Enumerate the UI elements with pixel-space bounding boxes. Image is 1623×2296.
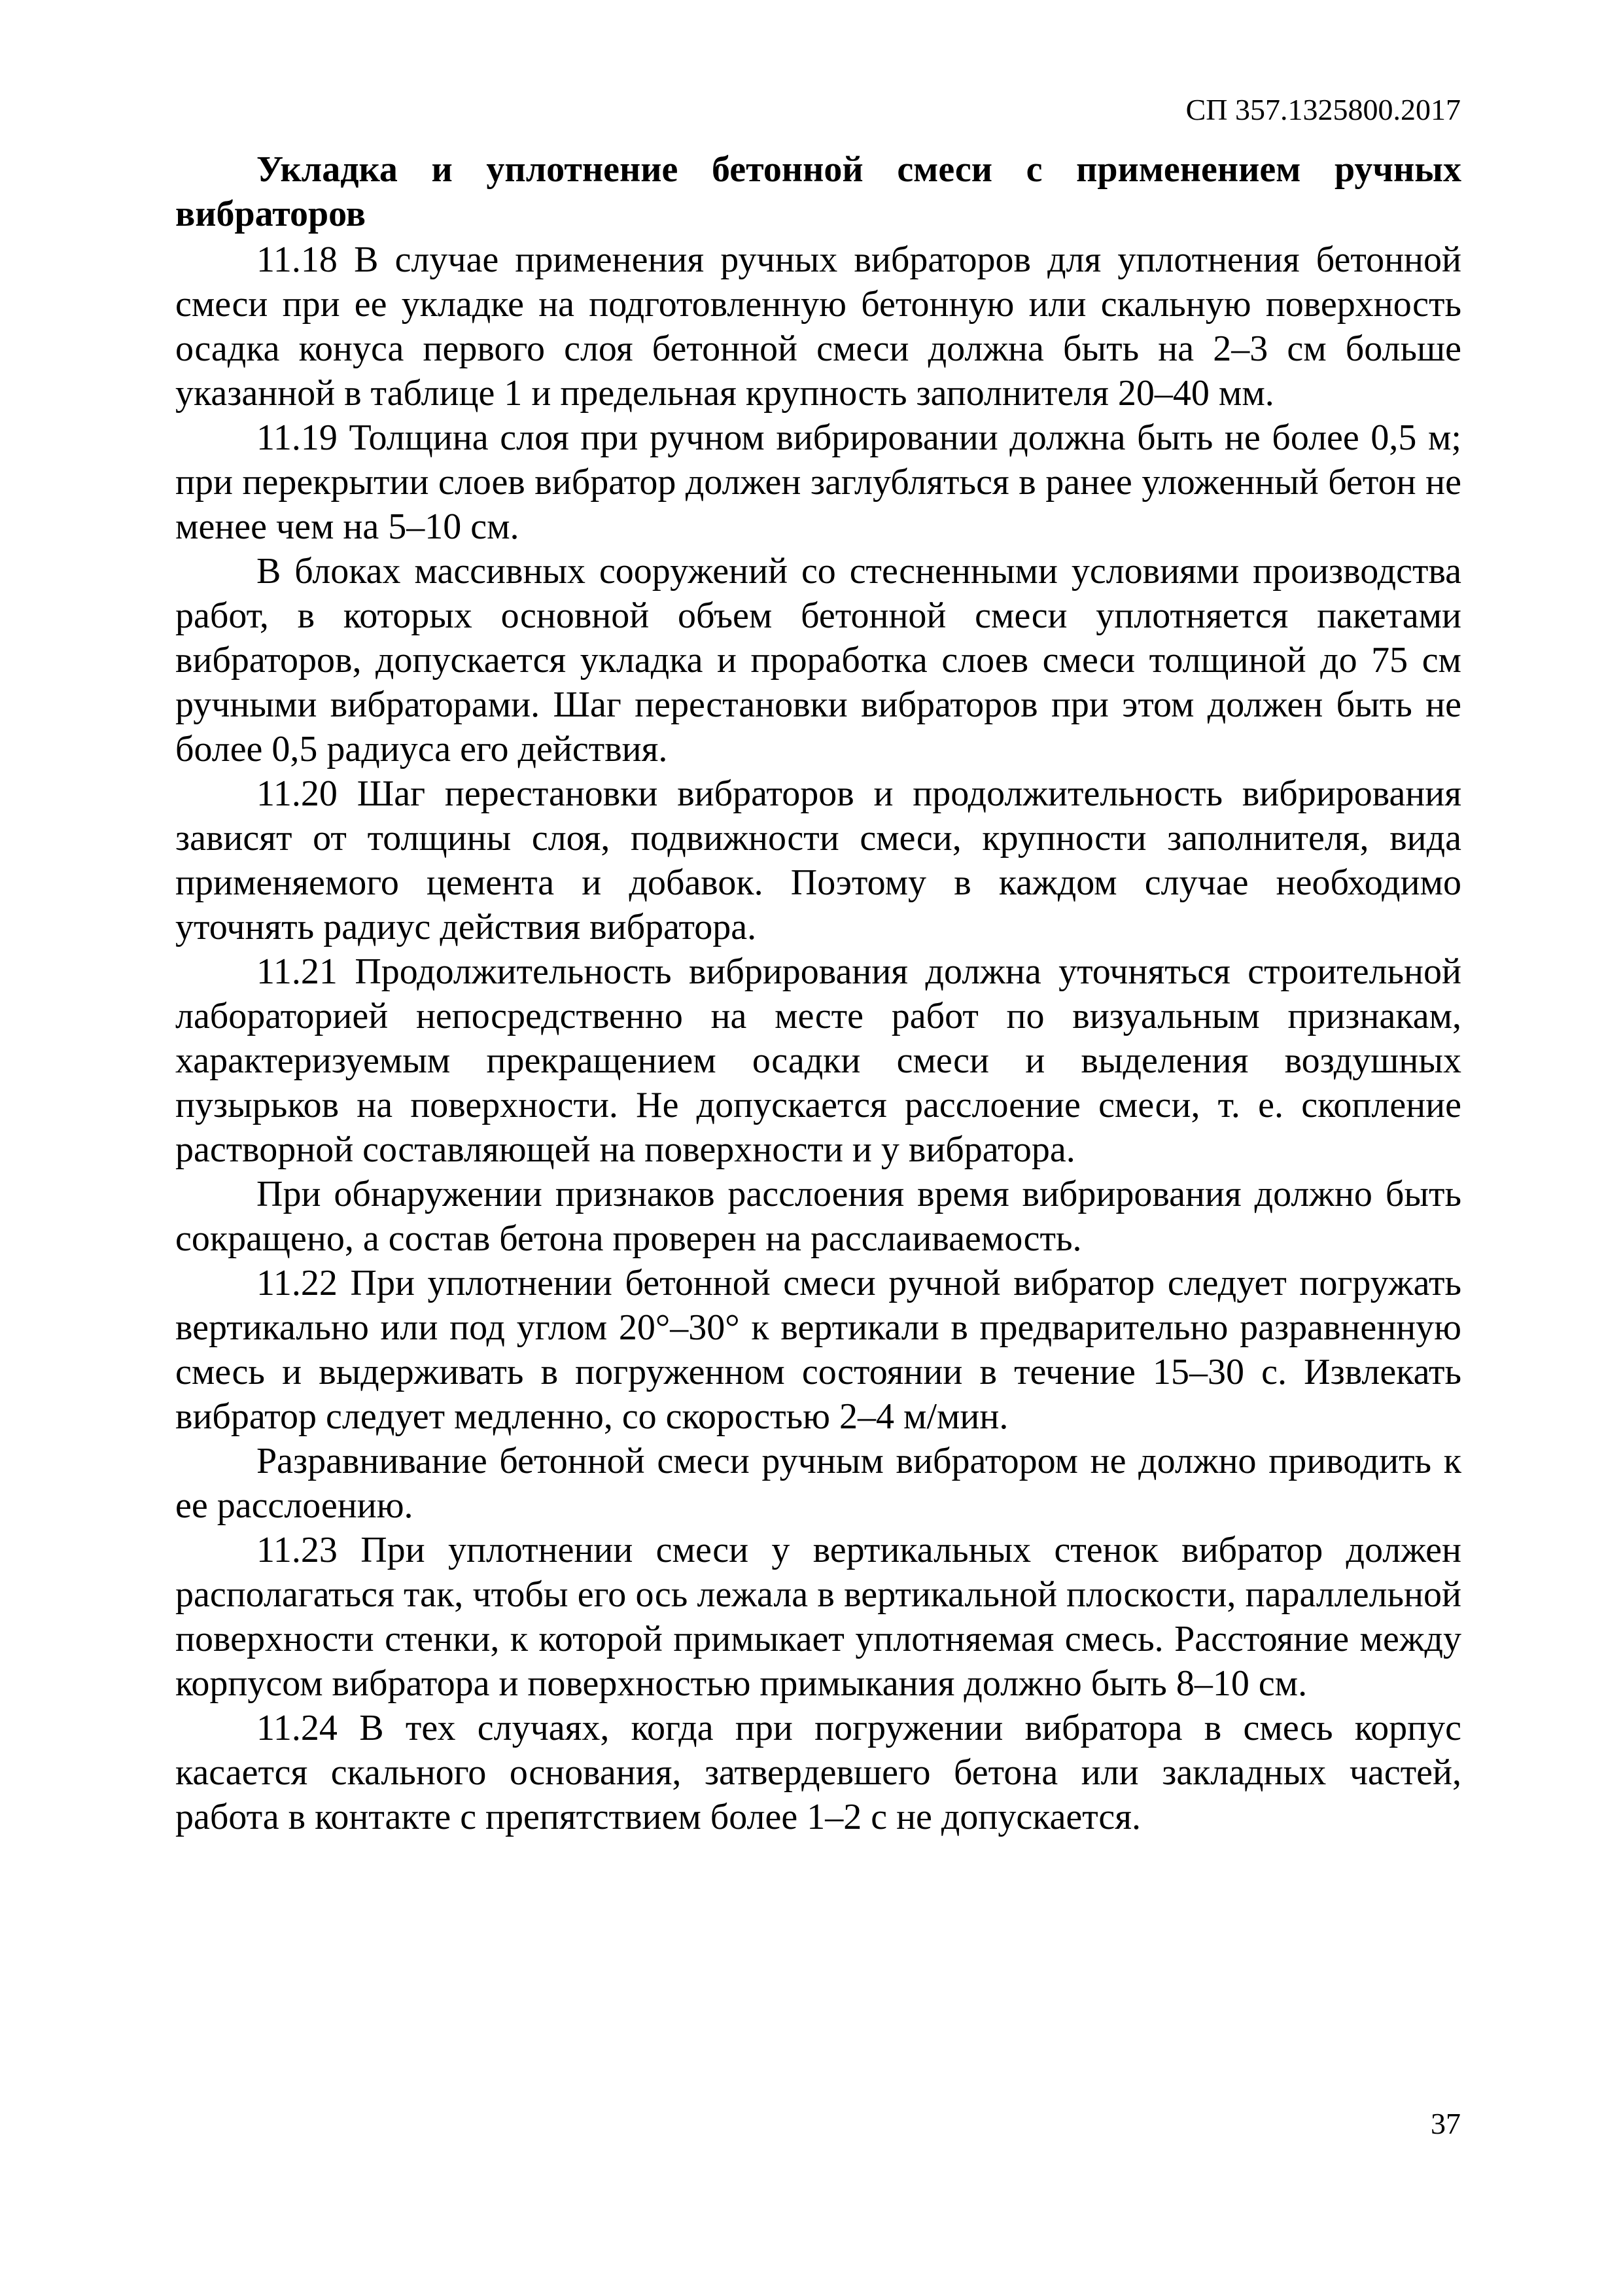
paragraph-11-18: 11.18 В случае применения ручных вибраторов для уплотнения бетонной смеси при ее укладке на подготовленную бетонную или скальную поверхность осадка конуса первого слоя бетонной смеси должна быть на 2–3 см больше указанной в таблице 1 и предельная крупность заполнителя 20–40 мм. bbox=[175, 239, 1461, 414]
document-code: СП 357.1325800.2017 bbox=[1185, 93, 1461, 126]
paragraph-11-23: 11.23 При уплотнении смеси у вертикальных стенок вибратор должен располагаться так, чтобы его ось лежала в вертикальной плоскости, параллельной поверхности стенки, к которой примыкает уплотняемая смесь. Расстояние между корпусом вибратора и поверхностью примыкания должно быть 8–10 см. bbox=[175, 1530, 1461, 1704]
paragraph-massive-blocks: В блоках массивных сооружений со стесненными условиями производства работ, в которых основной объем бетонной смеси уплотняется пакетами вибраторов, допускается укладка и проработка слоев смеси толщиной до 75 см ручными вибраторами. Шаг перестановки вибраторов при этом должен быть не более 0,5 радиуса его действия. bbox=[175, 551, 1461, 769]
paragraph-11-24: 11.24 В тех случаях, когда при погружении вибратора в смесь корпус касается скального основания, затвердевшего бетона или закладных частей, работа в контакте с препятствием более 1–2 с не допускается. bbox=[175, 1708, 1461, 1837]
paragraph-11-22: 11.22 При уплотнении бетонной смеси ручной вибратор следует погружать вертикально или под углом 20°–30° к вертикали в предварительно разравненную смесь и выдерживать в погруженном состоянии в течение 15–30 с. Извлекать вибратор следует медленно, со скоростью 2–4 м/мин. bbox=[175, 1263, 1461, 1437]
section-heading: Укладка и уплотнение бетонной смеси с применением ручных вибраторов bbox=[175, 149, 1461, 234]
page-content bbox=[175, 147, 1461, 1839]
paragraph-11-20: 11.20 Шаг перестановки вибраторов и продолжительность вибрирования зависят от толщины слоя, подвижности смеси, крупности заполнителя, вида применяемого цемента и добавок. Поэтому в каждом случае необходимо уточнять радиус действия вибратора. bbox=[175, 773, 1461, 947]
page-number: 37 bbox=[1431, 2107, 1461, 2140]
paragraph-11-21: 11.21 Продолжительность вибрирования должна уточняться строительной лабораторией непосредственно на месте работ по визуальным признакам, характеризуемым прекращением осадки смеси и выделения воздушных пузырьков на поверхности. Не допускается расслоение смеси, т. е. скопление растворной составляющей на поверхности и у вибратора. bbox=[175, 951, 1461, 1170]
paragraph-leveling: Разравнивание бетонной смеси ручным вибратором не должно приводить к ее расслоению. bbox=[175, 1441, 1461, 1526]
paragraph-11-19: 11.19 Толщина слоя при ручном вибрировании должна быть не более 0,5 м; при перекрытии слоев вибратор должен заглубляться в ранее уложенный бетон не менее чем на 5–10 см. bbox=[175, 417, 1461, 547]
paragraph-segregation: При обнаружении признаков расслоения время вибрирования должно быть сокращено, а состав бетона проверен на расслаиваемость. bbox=[175, 1174, 1461, 1259]
